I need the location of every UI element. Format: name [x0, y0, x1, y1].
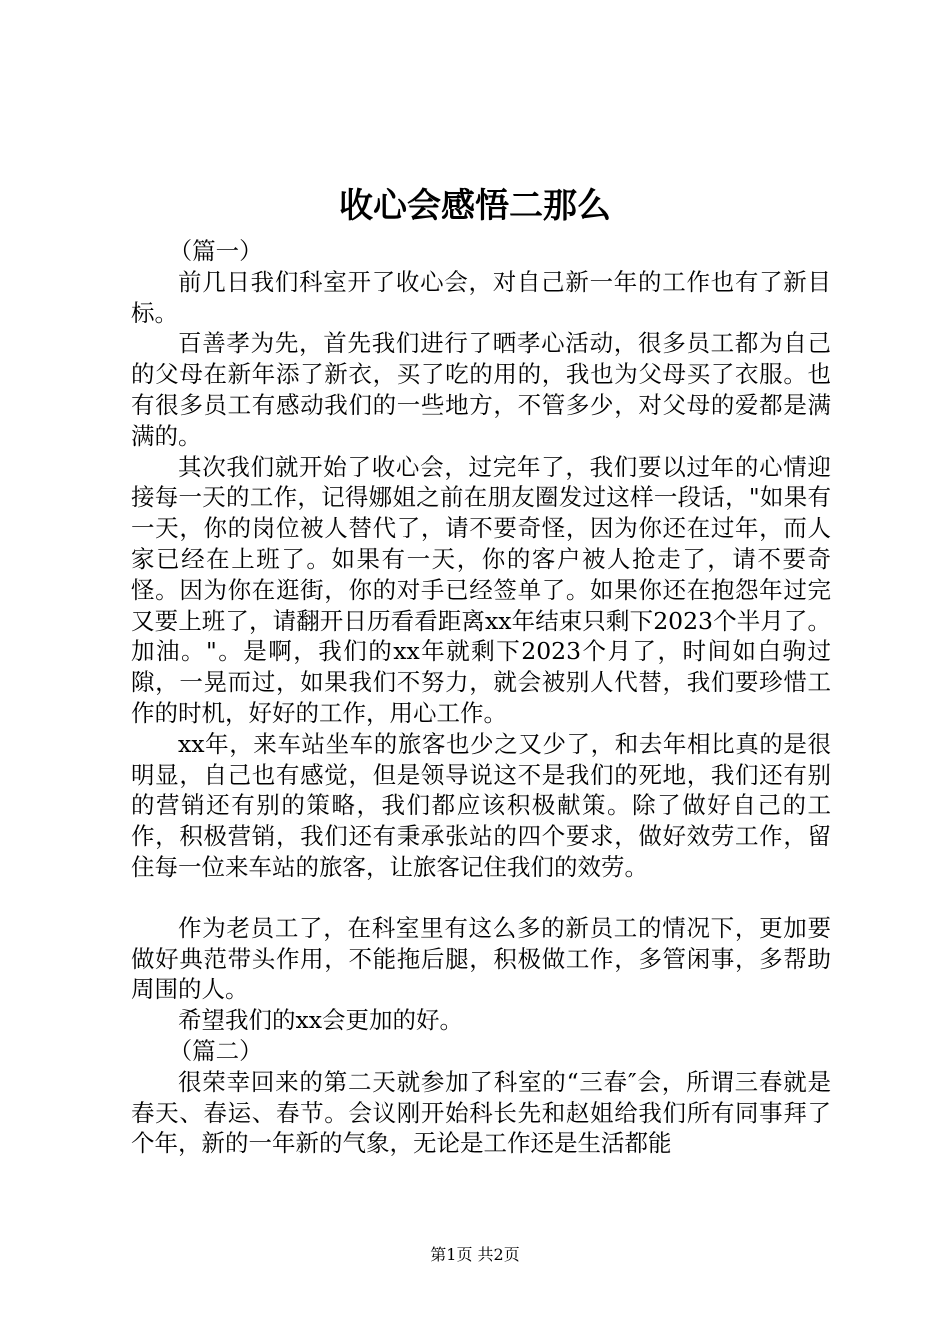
document-body: [131, 236, 831, 1159]
paragraph: 作为老员工了，在科室里有这么多的新员工的情况下，更加要做好典范带头作用，不能拖后腿，积极做工作，多管闲事，多帮助周围的人。: [131, 913, 831, 1004]
paragraph: 其次我们就开始了收心会，过完年了，我们要以过年的心情迎接每一天的工作，记得娜姐之前在朋友圈发过这样一段话，"如果有一天，你的岗位被人替代了，请不要奇怪，因为你还在过年，而人家已经在上班了。如果有一天，你的客户被人抢走了，请不要奇怪。因为你在逛街，你的对手已经签单了。如果你还在抱怨年过完又要上班了，请翻开日历看看距离xx年结束只剩下2023个半月了。加油。"。是啊，我们的xx年就剩下2023个月了，时间如白驹过隙，一晃而过，如果我们不努力，就会被别人代替，我们要珍惜工作的时机，好好的工作，用心工作。: [131, 452, 831, 727]
paragraph: 百善孝为先，首先我们进行了晒孝心活动，很多员工都为自己的父母在新年添了新衣，买了吃的用的，我也为父母买了衣服。也有很多员工有感动我们的一些地方，不管多少，对父母的爱都是满满的。: [131, 329, 831, 450]
document-title: 收心会感悟二那么: [339, 186, 611, 226]
paragraph: 希望我们的xx会更加的好。: [178, 1006, 464, 1035]
section-heading-2: （篇二）: [168, 1036, 263, 1065]
paragraph: 前几日我们科室开了收心会，对自己新一年的工作也有了新目标。: [131, 267, 831, 327]
section-heading-1: （篇一）: [168, 237, 263, 265]
paragraph: xx年，来车站坐车的旅客也少之又少了，和去年相比真的是很明显，自己也有感觉，但是领导说这不是我们的死地，我们还有别的营销还有别的策略，我们都应该积极献策。除了做好自己的工作，积极营销，我们还有秉承张站的四个要求，做好效劳工作，留住每一位来车站的旅客，让旅客记住我们的效劳。: [131, 729, 831, 881]
paragraph: 很荣幸回来的第二天就参加了科室的“三春″会，所谓三春就是春天、春运、春节。会议刚开始科长先和赵姐给我们所有同事拜了个年，新的一年新的气象，无论是工作还是生活都能: [131, 1067, 831, 1158]
page-footer: 第1页 共2页: [430, 1245, 520, 1264]
